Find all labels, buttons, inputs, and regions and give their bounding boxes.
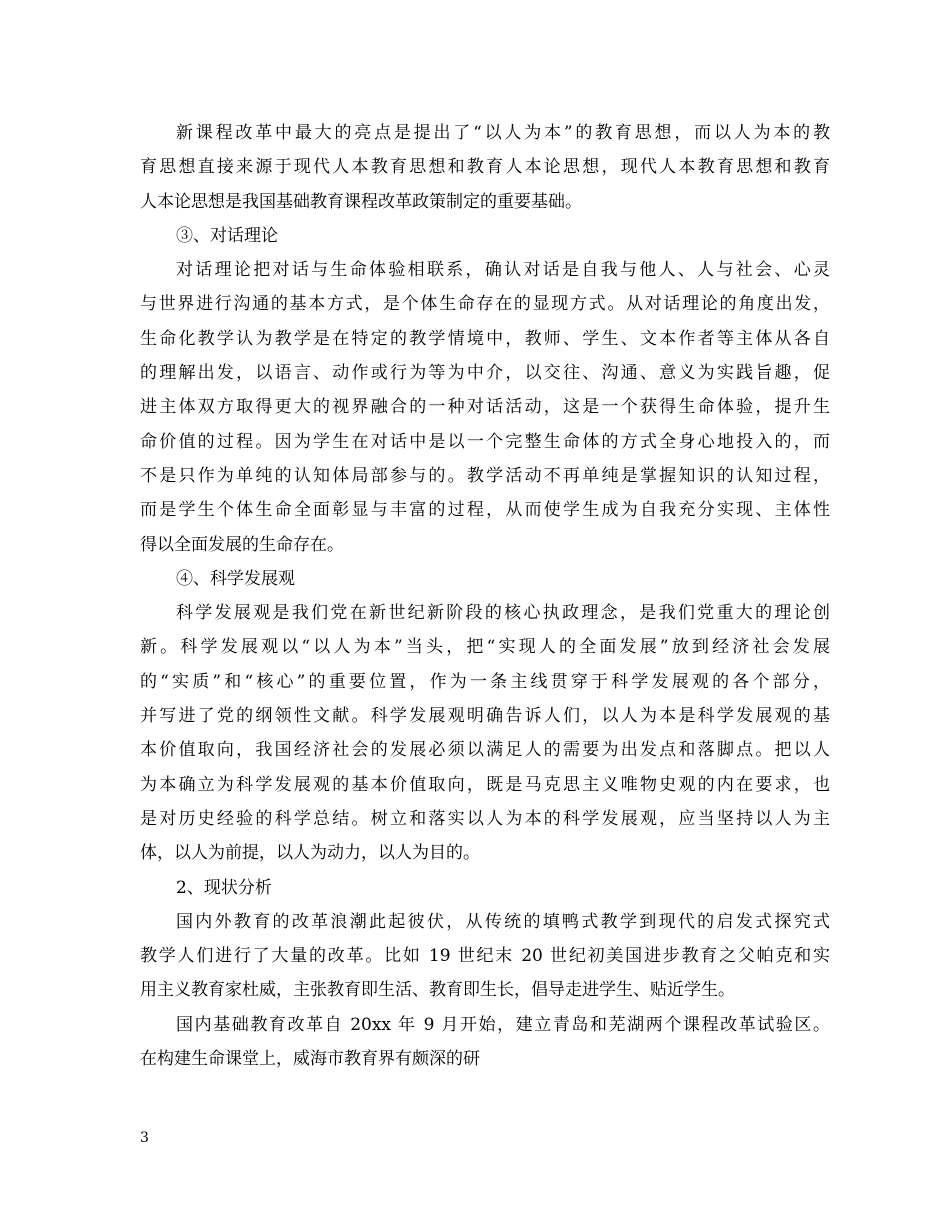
- text-line: 对话理论把对话与生命体验相联系，确认对话是自我与他人、人与社会、心灵: [176, 260, 830, 281]
- text-line: 是对历史经验的科学总结。树立和落实以人为本的科学发展观，应当坚持以人为主: [140, 808, 830, 829]
- text-line: 2、现状分析: [176, 877, 272, 898]
- text-line: 新。科学发展观以“以人为本”当头，把“实现人的全面发展”放到经济社会发展: [140, 637, 830, 658]
- text-line: 新课程改革中最大的亮点是提出了“以人为本”的教育思想，而以人为本的教: [176, 123, 830, 143]
- text-line: 用主义教育家杜威，主张教育即生活、教育即生长，倡导走进学生、贴近学生。: [140, 980, 735, 1001]
- text-line: 国内基础教育改革自 20xx 年 9 月开始，建立青岛和芜湖两个课程改革试验区。: [176, 1014, 830, 1035]
- text-line: 命价值的过程。因为学生在对话中是以一个完整生命体的方式全身心地投入的，而: [140, 431, 830, 452]
- text-line: ③、对话理论: [176, 225, 278, 246]
- text-line: 得以全面发展的生命存在。: [140, 534, 344, 555]
- page-number: 3: [140, 1130, 149, 1146]
- text-line: 育思想直接来源于现代人本教育思想和教育人本论思想，现代人本教育思想和教育: [140, 157, 830, 178]
- text-line: 而是学生个体生命全面彰显与丰富的过程，从而使学生成为自我充分实现、主体性: [140, 500, 830, 521]
- text-line: ④、科学发展观: [176, 568, 295, 589]
- text-line: 与世界进行沟通的基本方式，是个体生命存在的显现方式。从对话理论的角度出发，: [140, 294, 830, 315]
- text-line: 的理解出发，以语言、动作或行为等为中介，以交往、沟通、意义为实践旨趣，促: [140, 363, 830, 384]
- text-line: 生命化教学认为教学是在特定的教学情境中，教师、学生、文本作者等主体从各自: [140, 328, 830, 349]
- text-line: 进主体双方取得更大的视界融合的一种对话活动，这是一个获得生命体验，提升生: [140, 397, 830, 418]
- text-line: 本价值取向，我国经济社会的发展必须以满足人的需要为出发点和落脚点。把以人: [140, 740, 830, 761]
- text-line: 并写进了党的纲领性文献。科学发展观明确告诉人们，以人为本是科学发展观的基: [140, 706, 830, 727]
- text-line: 人本论思想是我国基础教育课程改革政策制定的重要基础。: [140, 191, 582, 212]
- text-line: 国内外教育的改革浪潮此起彼伏，从传统的填鸭式教学到现代的启发式探究式: [176, 911, 830, 932]
- text-line: 体，以人为前提，以人为动力，以人为目的。: [140, 843, 480, 864]
- text-line: 教学人们进行了大量的改革。比如 19 世纪末 20 世纪初美国进步教育之父帕克和实: [140, 946, 830, 967]
- text-line: 为本确立为科学发展观的基本价值取向，既是马克思主义唯物史观的内在要求，也: [140, 774, 830, 795]
- text-line: 不是只作为单纯的认知体局部参与的。教学活动不再单纯是掌握知识的认知过程，: [140, 465, 830, 486]
- text-line: 科学发展观是我们党在新世纪新阶段的核心执政理念，是我们党重大的理论创: [176, 603, 830, 624]
- text-line: 的“实质”和“核心”的重要位置，作为一条主线贯穿于科学发展观的各个部分，: [140, 671, 830, 692]
- text-line: 在构建生命课堂上，威海市教育界有颇深的研: [140, 1049, 480, 1070]
- document-body: [140, 116, 830, 1076]
